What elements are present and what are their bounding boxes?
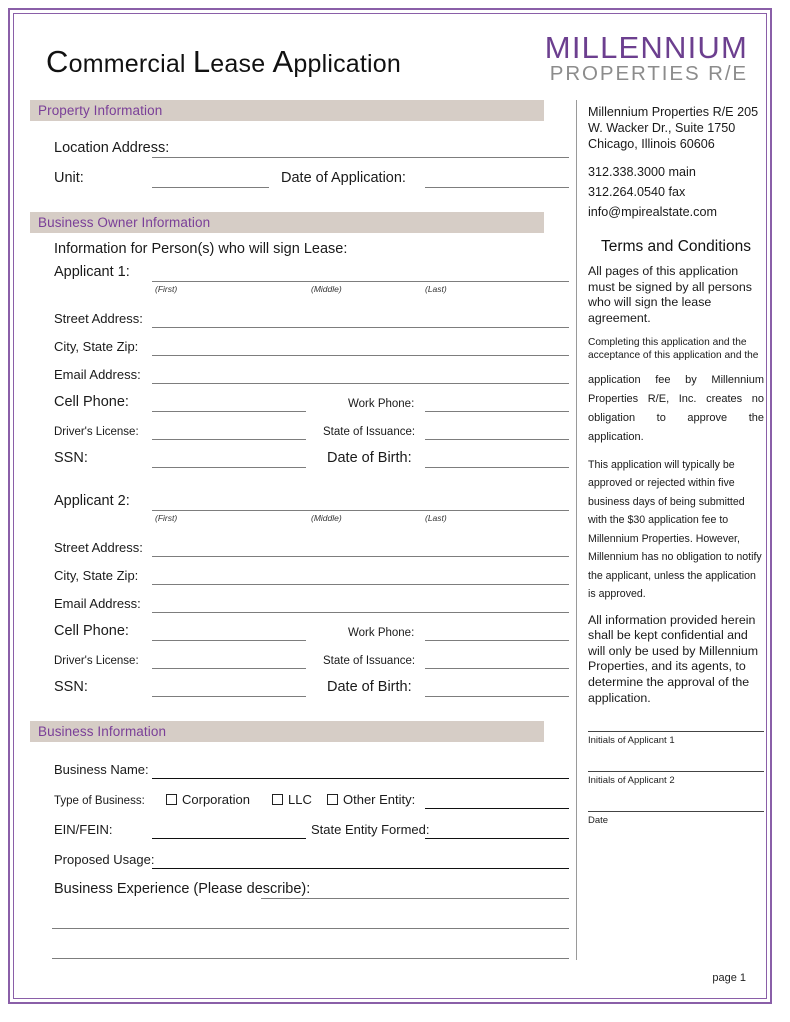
applicant1-name-hints xyxy=(16,284,572,302)
label-business-experience: Business Experience (Please describe): xyxy=(54,881,311,897)
input-state-entity-formed[interactable] xyxy=(425,838,569,839)
field-row-applicant2-phones xyxy=(16,615,572,643)
field-row-applicant1-email xyxy=(16,358,572,386)
input-applicant2-drivers-license[interactable] xyxy=(152,668,306,669)
checkbox-corporation[interactable] xyxy=(166,792,250,807)
terms-paragraph-2: Completing this application and the acceptance of this application and the xyxy=(588,336,759,361)
label-proposed-usage: Proposed Usage: xyxy=(54,852,155,867)
owner-intro-text: Information for Person(s) who will sign Lease: xyxy=(54,241,348,257)
initials-applicant-1-label: Initials of Applicant 1 xyxy=(588,735,675,747)
field-row-applicant2-city xyxy=(16,559,572,587)
logo-secondary-text: PROPERTIES R/E xyxy=(549,62,748,85)
label-applicant1-date-of-birth: Date of Birth: xyxy=(327,450,412,466)
logo-primary-text: MILLENNIUM xyxy=(544,30,748,65)
company-logo xyxy=(545,32,748,85)
company-phone-fax: 312.264.0540 fax xyxy=(588,184,686,199)
section-header-property xyxy=(30,100,544,121)
initials-applicant-2-label: Initials of Applicant 2 xyxy=(588,775,675,787)
label-applicant2-city-state-zip: City, State Zip: xyxy=(54,568,139,583)
label-unit: Unit: xyxy=(54,170,84,186)
label-applicant2-street-address: Street Address: xyxy=(54,540,143,555)
section-header-owner-label: Business Owner Information xyxy=(38,215,211,230)
field-row-applicant2-name xyxy=(16,488,572,513)
terms-paragraph-4: This application will typically be approved or rejected within five business days of being submitted with the $30 application fee to Millennium Properties. However, Millennium has no obligation to notify the applicant, unless the application is approved. xyxy=(588,458,762,601)
field-row-location-address xyxy=(16,130,572,160)
hint-first: (First) xyxy=(155,513,178,523)
input-ein-fein[interactable] xyxy=(152,838,306,839)
input-proposed-usage[interactable] xyxy=(152,868,569,869)
input-applicant1-email-address[interactable] xyxy=(152,383,569,384)
terms-heading: Terms and Conditions xyxy=(601,238,751,256)
input-applicant2-date-of-birth[interactable] xyxy=(425,696,569,697)
field-row-applicant1-city xyxy=(16,330,572,358)
checkbox-icon xyxy=(272,794,283,805)
field-row-applicant1-phones xyxy=(16,386,572,414)
input-applicant1-city-state-zip[interactable] xyxy=(152,355,569,356)
input-business-experience-line1[interactable] xyxy=(261,898,569,899)
input-applicant1-work-phone[interactable] xyxy=(425,411,569,412)
input-applicant2-email-address[interactable] xyxy=(152,612,569,613)
hint-middle: (Middle) xyxy=(311,513,342,523)
field-row-business-experience xyxy=(16,871,572,901)
input-date-of-application[interactable] xyxy=(425,187,569,188)
field-row-business-experience-line3 xyxy=(16,931,572,961)
company-address: Millennium Properties R/E 205 W. Wacker Dr., Suite 1750 Chicago, Illinois 60606 xyxy=(588,105,759,152)
label-applicant1-state-of-issuance: State of Issuance: xyxy=(323,426,416,438)
applicant2-name-hints xyxy=(16,513,572,531)
form-right-column xyxy=(588,100,764,826)
input-applicant1-date-of-birth[interactable] xyxy=(425,467,569,468)
label-applicant2-state-of-issuance: State of Issuance: xyxy=(323,655,416,667)
terms-paragraph-3: application fee by Millennium Properties R/E, Inc. creates no obligation to approve the application. xyxy=(588,373,764,443)
input-applicant2-state-of-issuance[interactable] xyxy=(425,668,569,669)
label-applicant2: Applicant 2: xyxy=(54,493,130,509)
hint-last: (Last) xyxy=(425,284,447,294)
initials-applicant-1-line[interactable] xyxy=(588,731,764,732)
label-applicant2-ssn: SSN: xyxy=(54,679,88,695)
input-business-experience-line2[interactable] xyxy=(52,928,569,929)
input-applicant2-work-phone[interactable] xyxy=(425,640,569,641)
checkbox-other-entity[interactable] xyxy=(327,792,415,807)
label-business-name: Business Name: xyxy=(54,762,149,777)
page-number: page 1 xyxy=(712,972,746,984)
input-business-experience-line3[interactable] xyxy=(52,958,569,959)
checkbox-icon xyxy=(327,794,338,805)
label-applicant1-email-address: Email Address: xyxy=(54,367,141,382)
section-header-property-label: Property Information xyxy=(38,103,163,118)
input-business-name[interactable] xyxy=(152,778,569,779)
checkbox-corporation-label: Corporation xyxy=(182,792,250,807)
section-header-business-label: Business Information xyxy=(38,724,167,739)
owner-intro-row xyxy=(16,233,572,259)
hint-last: (Last) xyxy=(425,513,447,523)
company-email[interactable]: info@mpirealstate.com xyxy=(588,205,717,220)
input-applicant1-cell-phone[interactable] xyxy=(152,411,306,412)
checkbox-icon xyxy=(166,794,177,805)
label-applicant2-drivers-license: Driver's License: xyxy=(54,655,139,667)
field-row-applicant1-license xyxy=(16,414,572,442)
checkbox-llc-label: LLC xyxy=(288,792,312,807)
field-row-applicant2-license xyxy=(16,643,572,671)
label-applicant2-cell-phone: Cell Phone: xyxy=(54,623,129,639)
field-row-business-name xyxy=(16,751,572,781)
field-row-applicant1-street xyxy=(16,302,572,330)
input-applicant2-city-state-zip[interactable] xyxy=(152,584,569,585)
document-header xyxy=(16,16,764,100)
label-applicant2-work-phone: Work Phone: xyxy=(348,627,415,639)
input-applicant1-street-address[interactable] xyxy=(152,327,569,328)
label-applicant1-work-phone: Work Phone: xyxy=(348,398,415,410)
field-row-applicant2-street xyxy=(16,531,572,559)
checkbox-other-entity-label: Other Entity: xyxy=(343,792,416,807)
label-applicant2-email-address: Email Address: xyxy=(54,596,141,611)
input-applicant2-cell-phone[interactable] xyxy=(152,640,306,641)
field-row-business-experience-line2 xyxy=(16,901,572,931)
field-row-applicant2-email xyxy=(16,587,572,615)
hint-first: (First) xyxy=(155,284,178,294)
field-row-applicant1-name xyxy=(16,259,572,284)
date-label: Date xyxy=(588,815,609,827)
input-applicant2-ssn[interactable] xyxy=(152,696,306,697)
page-title: Commercial Lease Application xyxy=(46,44,401,79)
input-applicant2-name[interactable] xyxy=(152,510,569,511)
input-location-address[interactable] xyxy=(152,157,569,158)
hint-middle: (Middle) xyxy=(311,284,342,294)
input-applicant2-street-address[interactable] xyxy=(152,556,569,557)
input-applicant1-state-of-issuance[interactable] xyxy=(425,439,569,440)
label-ein-fein: EIN/FEIN: xyxy=(54,822,113,837)
input-unit[interactable] xyxy=(152,187,269,188)
input-applicant1-drivers-license[interactable] xyxy=(152,439,306,440)
terms-body xyxy=(588,264,764,706)
form-left-column xyxy=(16,100,572,961)
label-location-address: Location Address: xyxy=(54,140,170,156)
label-type-of-business: Type of Business: xyxy=(54,795,145,807)
field-row-type-of-business xyxy=(16,781,572,811)
label-applicant1-ssn: SSN: xyxy=(54,450,88,466)
label-applicant1-cell-phone: Cell Phone: xyxy=(54,394,129,410)
field-row-applicant1-ssn-dob xyxy=(16,442,572,470)
document-sheet xyxy=(16,16,764,996)
signature-block xyxy=(588,731,764,826)
section-header-owner xyxy=(30,212,544,233)
input-applicant1-name[interactable] xyxy=(152,281,569,282)
field-row-proposed-usage xyxy=(16,841,572,871)
field-row-applicant2-ssn-dob xyxy=(16,671,572,699)
initials-applicant-2-line[interactable] xyxy=(588,771,764,772)
label-applicant1-city-state-zip: City, State Zip: xyxy=(54,339,139,354)
date-line[interactable] xyxy=(588,811,764,812)
field-row-unit-date xyxy=(16,160,572,190)
label-applicant1-street-address: Street Address: xyxy=(54,311,143,326)
input-applicant1-ssn[interactable] xyxy=(152,467,306,468)
input-other-entity[interactable] xyxy=(425,808,569,809)
checkbox-llc[interactable] xyxy=(272,792,312,807)
company-phone-main: 312.338.3000 main xyxy=(588,164,696,179)
label-applicant1: Applicant 1: xyxy=(54,264,130,280)
label-date-of-application: Date of Application: xyxy=(281,170,406,186)
terms-paragraph-5: All information provided herein shall be kept confidential and will only be used by Millennium Properties, and its agents, to determine the approval of the application. xyxy=(588,612,759,705)
field-row-ein-state xyxy=(16,811,572,841)
label-applicant2-date-of-birth: Date of Birth: xyxy=(327,679,412,695)
section-header-business xyxy=(30,721,544,742)
label-state-entity-formed: State Entity Formed: xyxy=(311,822,430,837)
terms-paragraph-1: All pages of this application must be signed by all persons who will sign the lease agreement. xyxy=(588,264,752,325)
column-divider xyxy=(576,100,577,960)
label-applicant1-drivers-license: Driver's License: xyxy=(54,426,139,438)
